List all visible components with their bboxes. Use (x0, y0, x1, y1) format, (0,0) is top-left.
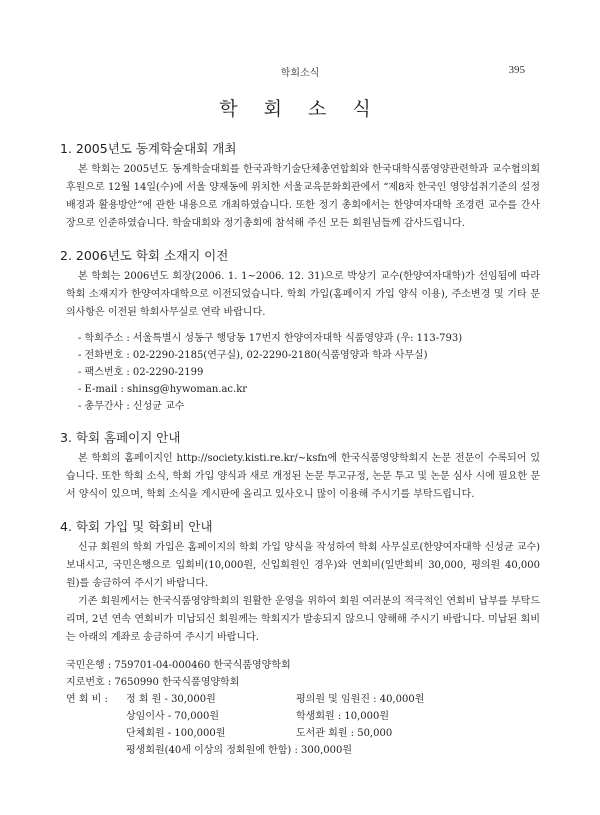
section-winter-conference (60, 140, 540, 233)
paragraph: 기존 회원께서는 한국식품영양학회의 원활한 운영을 위하여 회원 여러분의 적극적인 연회비 납부를 부탁드리며, 2년 연속 연회비가 미납되신 회원께는 학회지가 발송되지 않으니 양해해 주시기 바랍니다. 미납된 회비는 아래의 계좌로 송금하여 주시기 바랍니다. (66, 596, 540, 643)
contact-fax: - 팩스번호 : 02-2290-2199 (78, 367, 204, 378)
contact-email: - E-mail : shinsg@hywoman.ac.kr (78, 384, 248, 395)
fee-label: 연 회 비 : (66, 694, 108, 705)
section-membership-fees (60, 518, 540, 759)
page-header (0, 0, 600, 90)
fee-item: 도서관 회원 : 50,000 (296, 728, 393, 739)
contact-secretary: - 총무간사 : 신성균 교수 (78, 401, 185, 412)
fee-row (66, 708, 540, 725)
section-heading: 1. 2005년도 동계학술대회 개최 (60, 141, 237, 156)
fee-table (60, 691, 540, 759)
page-number: 395 (508, 64, 525, 76)
contact-list (60, 330, 540, 415)
fee-row (66, 725, 540, 742)
fee-row (66, 691, 540, 708)
paragraph: 본 학회의 홈페이지인 http://society.kisti.re.kr/~ksfn에 한국식품영양학회지 논문 전문이 수록되어 있습니다. 또한 학회 소식, 학회 가입 양식과 새로 개정된 논문 투고규정, 논문 투고 및 논문 심사 시에 필요한 문서 양식이 있으며, 학회 소식을 게시판에 올리고 있사오니 많이 이용해 주시기를 부탁드립니다. (66, 453, 540, 500)
section-homepage (60, 429, 540, 504)
fee-item: 평의원 및 임원진 : 40,000원 (296, 694, 425, 705)
section-heading: 3. 학회 홈페이지 안내 (60, 430, 181, 445)
contact-address: - 학회주소 : 서울특별시 성동구 행당동 17번지 한양여자대학 식품영양과 (우: 113-793) (78, 333, 463, 344)
paragraph: 본 학회는 2006년도 회장(2006. 1. 1~2006. 12. 31)으로 박상기 교수(한양여자대학)가 선임됨에 따라 학회 소재지가 한양여자대학으로 이전되었습니다. 학회 가입(홈페이지 가입 양식 이용), 주소변경 및 기타 문의사항은 이전된 학회사무실로 연락 바랍니다. (66, 271, 540, 318)
section-heading: 2. 2006년도 학회 소재지 이전 (60, 248, 229, 263)
paragraph: 신규 회원의 학회 가입은 홈페이지의 학회 가입 양식을 작성하여 학회 사무실로(한양여자대학 신성균 교수) 보내시고, 국민은행으로 입회비(10,000원, 신입회원인 경우)와 연회비(일반회비 30,000, 평의원 40,000원)를 송금하여 주시기 바랍니다. (66, 542, 540, 589)
fee-lifetime: 평생회원(40세 이상의 정회원에 한함) : 300,000원 (126, 745, 353, 756)
fee-item: 상임이사 - 70,000원 (126, 711, 220, 722)
contact-phone: - 전화번호 : 02-2290-2185(연구실), 02-2290-2180(식품영양과 학과 사무실) (78, 350, 428, 361)
section-heading: 4. 학회 가입 및 학회비 안내 (60, 519, 213, 534)
section-office-relocation (60, 247, 540, 415)
fee-item: 단체회원 - 100,000원 (126, 728, 226, 739)
page-content (60, 140, 540, 773)
bank-account: 국민은행 : 759701-04-000460 한국식품영양학회 (66, 660, 291, 671)
fee-item: 정 회 원 - 30,000원 (126, 694, 216, 705)
running-head: 학회소식 (280, 68, 320, 79)
giro-number: 지로번호 : 7650990 한국식품영양학회 (66, 677, 240, 688)
paragraph: 본 학회는 2005년도 동계학술대회를 한국과학기술단체총연합회와 한국대학식품영양관련학과 교수협의회 후원으로 12월 14일(수)에 서울 양재동에 위치한 서울교육문화회관에서 “제8차 한국인 영양섭취기준의 설정배경과 활용방안”에 관한 내용으로 개최하였습니다. 또한 정기 총회에서는 한양여자대학 조경련 교수를 간사장으로 인준하였습니다. 학술대회와 정기총회에 참석해 주신 모든 회원님들께 감사드립니다. (66, 164, 540, 229)
page-title: 학 회 소 식 (219, 98, 381, 120)
fee-item: 학생회원 : 10,000원 (296, 711, 390, 722)
